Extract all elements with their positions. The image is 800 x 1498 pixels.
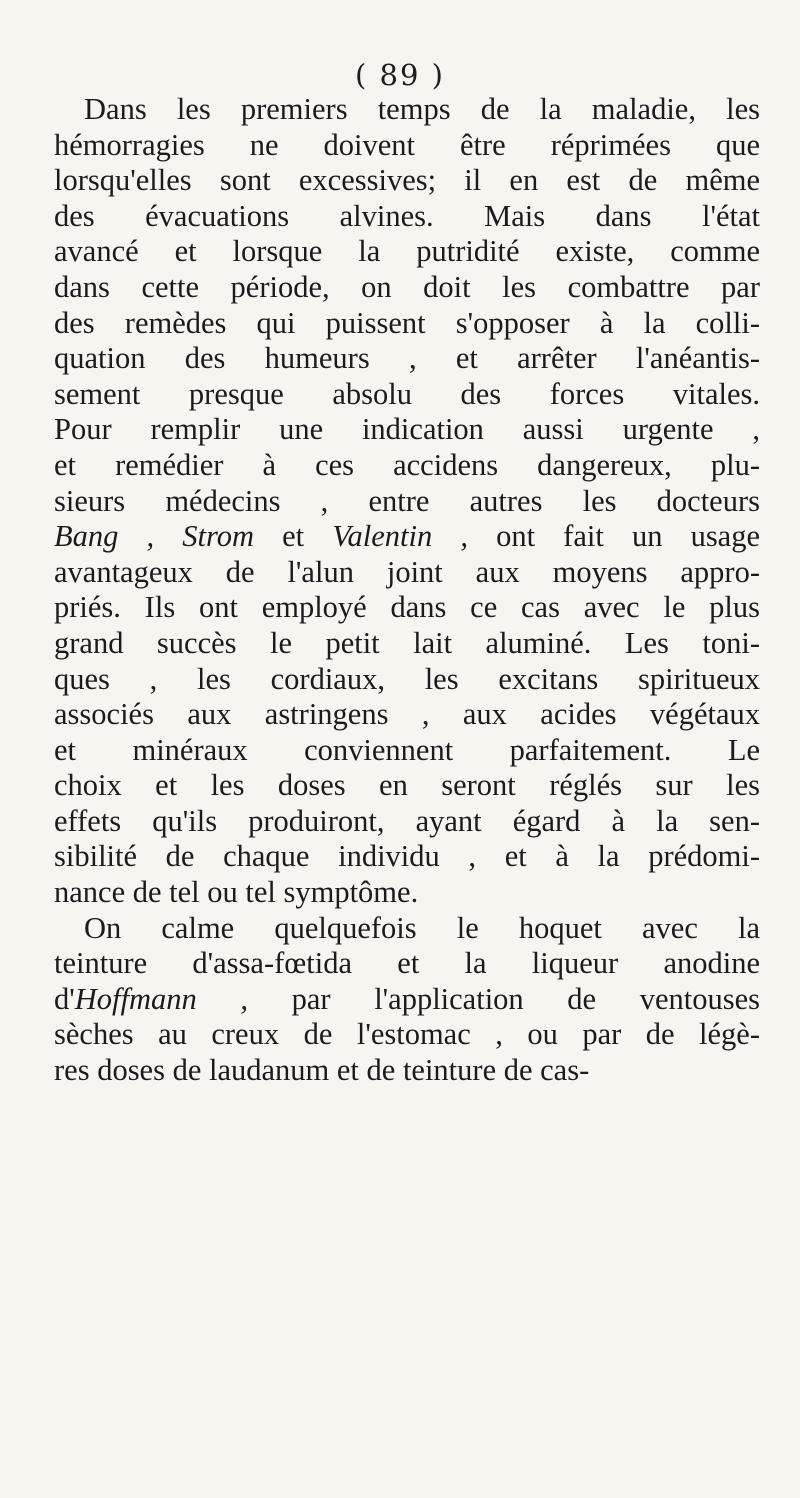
text-line — [54, 768, 760, 804]
text-line — [54, 555, 760, 591]
text-segment: dans cette période, on doit les combattre par — [54, 269, 760, 304]
text-line — [54, 163, 760, 199]
text-line — [54, 377, 760, 413]
text-line — [54, 1053, 760, 1089]
text-segment: nance de tel ou tel symptôme. — [54, 875, 419, 910]
text-line — [54, 306, 760, 342]
text-line — [54, 733, 760, 769]
text-segment: avantageux de l'alun joint aux moyens appro- — [54, 554, 760, 589]
text-segment: priés. Ils ont employé dans ce cas avec le plus — [54, 590, 760, 625]
text-line — [54, 875, 760, 911]
text-segment: des remèdes qui puissent s'opposer à la colli- — [54, 305, 760, 340]
text-segment: Dans les premiers temps de la maladie, les — [84, 92, 760, 126]
text-segment: lorsqu'elles sont excessives; il en est de même — [54, 163, 760, 198]
text-segment: d' — [54, 981, 75, 1016]
text-segment: ques , les cordiaux, les excitans spiritueux — [54, 661, 760, 696]
text-line — [54, 662, 760, 698]
text-segment: associés aux astringens , aux acides végétaux — [54, 697, 760, 732]
text-segment: res doses de laudanum et de teinture de cas- — [54, 1053, 590, 1088]
text-line — [54, 911, 760, 947]
text-segment: quation des humeurs , et arrêter l'anéantis- — [54, 341, 760, 376]
text-line — [54, 697, 760, 733]
text-segment: par l'application de ventouses — [248, 981, 760, 1016]
text-line — [54, 270, 760, 306]
text-line — [54, 92, 760, 128]
text-segment: sèches au creux de l'estomac , ou par de légè- — [54, 1017, 760, 1052]
text-segment: et — [253, 519, 333, 554]
text-segment: et remédier à ces accidens dangereux, plu- — [54, 447, 760, 482]
paragraph — [54, 911, 760, 1089]
italic-name: Bang , Strom — [54, 519, 254, 554]
text-line — [54, 234, 760, 270]
text-line — [54, 199, 760, 235]
text-line — [54, 804, 760, 840]
text-line — [54, 412, 760, 448]
italic-name: Hoffmann , — [74, 981, 248, 1016]
text-segment: choix et les doses en seront réglés sur les — [54, 768, 760, 803]
text-segment: On calme quelquefois le hoquet avec la — [84, 910, 760, 945]
text-segment: avancé et lorsque la putridité existe, comme — [54, 234, 760, 269]
text-line — [54, 590, 760, 626]
text-line — [54, 448, 760, 484]
text-line — [54, 946, 760, 982]
text-segment: grand succès le petit lait aluminé. Les toni- — [54, 625, 760, 660]
paragraph — [54, 92, 760, 911]
text-segment: et minéraux conviennent parfaitement. Le — [54, 732, 760, 767]
text-line — [54, 341, 760, 377]
body-text — [54, 92, 760, 1089]
text-line — [54, 519, 760, 555]
text-segment: sibilité de chaque individu , et à la prédomi- — [54, 839, 760, 874]
text-segment: hémorragies ne doivent être réprimées que — [54, 127, 760, 162]
text-segment: sieurs médecins , entre autres les docteurs — [54, 483, 760, 518]
text-segment: effets qu'ils produiront, ayant égard à la sen- — [54, 803, 760, 838]
text-line — [54, 626, 760, 662]
text-line — [54, 982, 760, 1018]
text-segment: teinture d'assa-fœtida et la liqueur anodine — [54, 946, 760, 981]
page-number: ( 89 ) — [355, 58, 445, 92]
text-line — [54, 1017, 760, 1053]
text-line — [54, 484, 760, 520]
text-segment: sement presque absolu des forces vitales. — [54, 376, 760, 411]
text-segment: ont fait un usage — [467, 519, 761, 554]
text-segment: Pour remplir une indication aussi urgente , — [54, 412, 760, 447]
text-line — [54, 839, 760, 875]
text-segment: des évacuations alvines. Mais dans l'état — [54, 198, 760, 233]
italic-name: Valentin , — [332, 519, 468, 554]
text-line — [54, 128, 760, 164]
